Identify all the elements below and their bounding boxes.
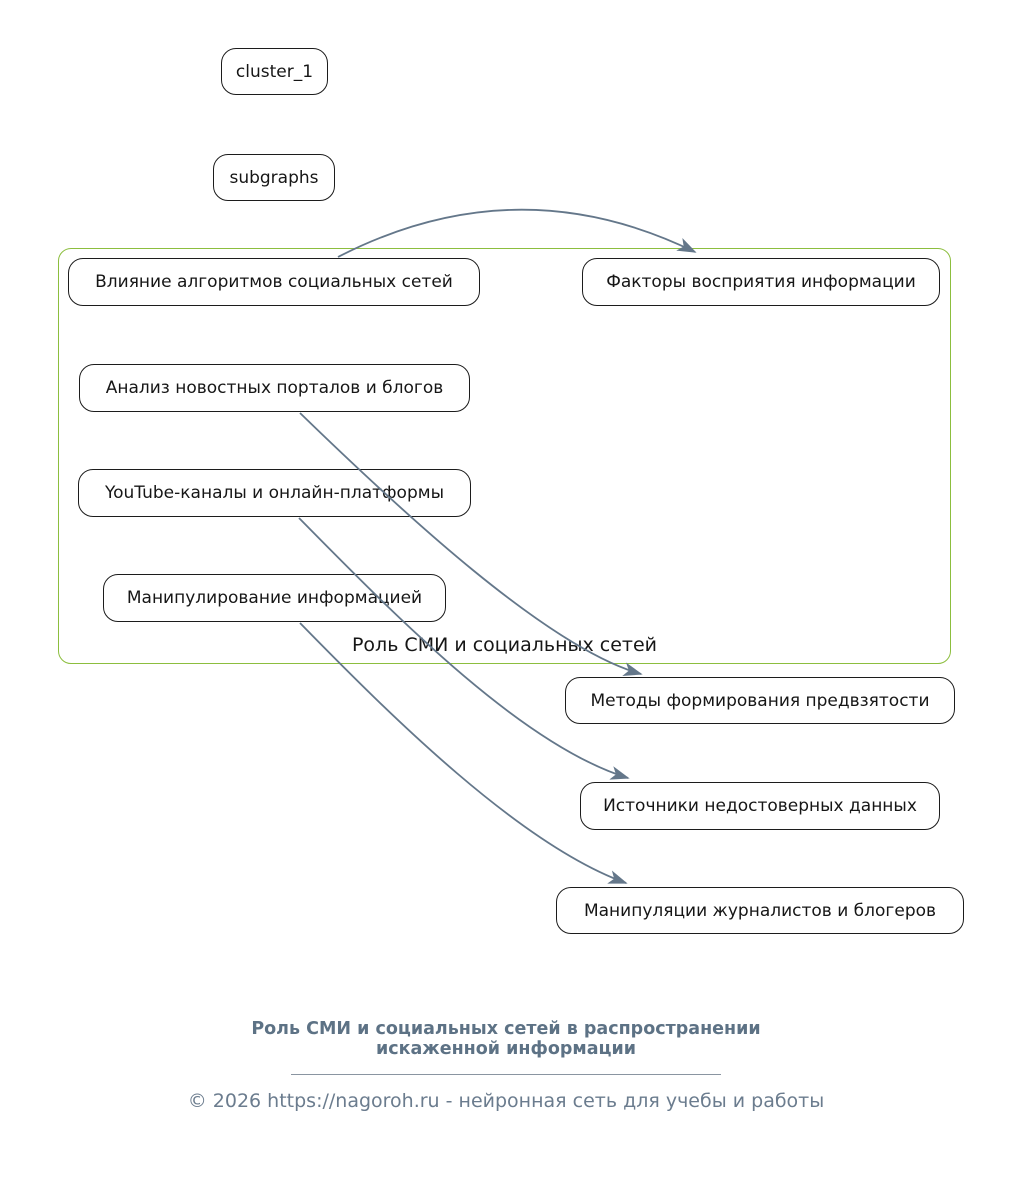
footer-title-line-1: Роль СМИ и социальных сетей в распространении — [251, 1019, 761, 1039]
cluster-label: Роль СМИ и социальных сетей — [351, 634, 658, 656]
footer-separator — [291, 1074, 721, 1075]
footer-title-line-2: искаженной информации — [375, 1039, 637, 1059]
node-journalist-manipulations: Манипуляции журналистов и блогеров — [556, 887, 964, 934]
node-bias-methods: Методы формирования предвзятости — [565, 677, 955, 724]
footer — [0, 1019, 1012, 1112]
node-subgraphs: subgraphs — [213, 154, 335, 201]
node-influence-algorithms: Влияние алгоритмов социальных сетей — [68, 258, 480, 306]
footer-copyright: © 2026 https://nagoroh.ru - нейронная сеть для учебы и работы — [187, 1090, 825, 1112]
node-information-manipulation: Манипулирование информацией — [103, 574, 446, 622]
node-youtube-platforms: YouTube-каналы и онлайн-платформы — [78, 469, 471, 517]
node-news-portals-analysis: Анализ новостных порталов и блогов — [79, 364, 470, 412]
node-unreliable-sources: Источники недостоверных данных — [580, 782, 940, 830]
footer-title — [0, 1019, 1012, 1059]
node-perception-factors: Факторы восприятия информации — [582, 258, 940, 306]
node-cluster-1: cluster_1 — [221, 48, 328, 95]
